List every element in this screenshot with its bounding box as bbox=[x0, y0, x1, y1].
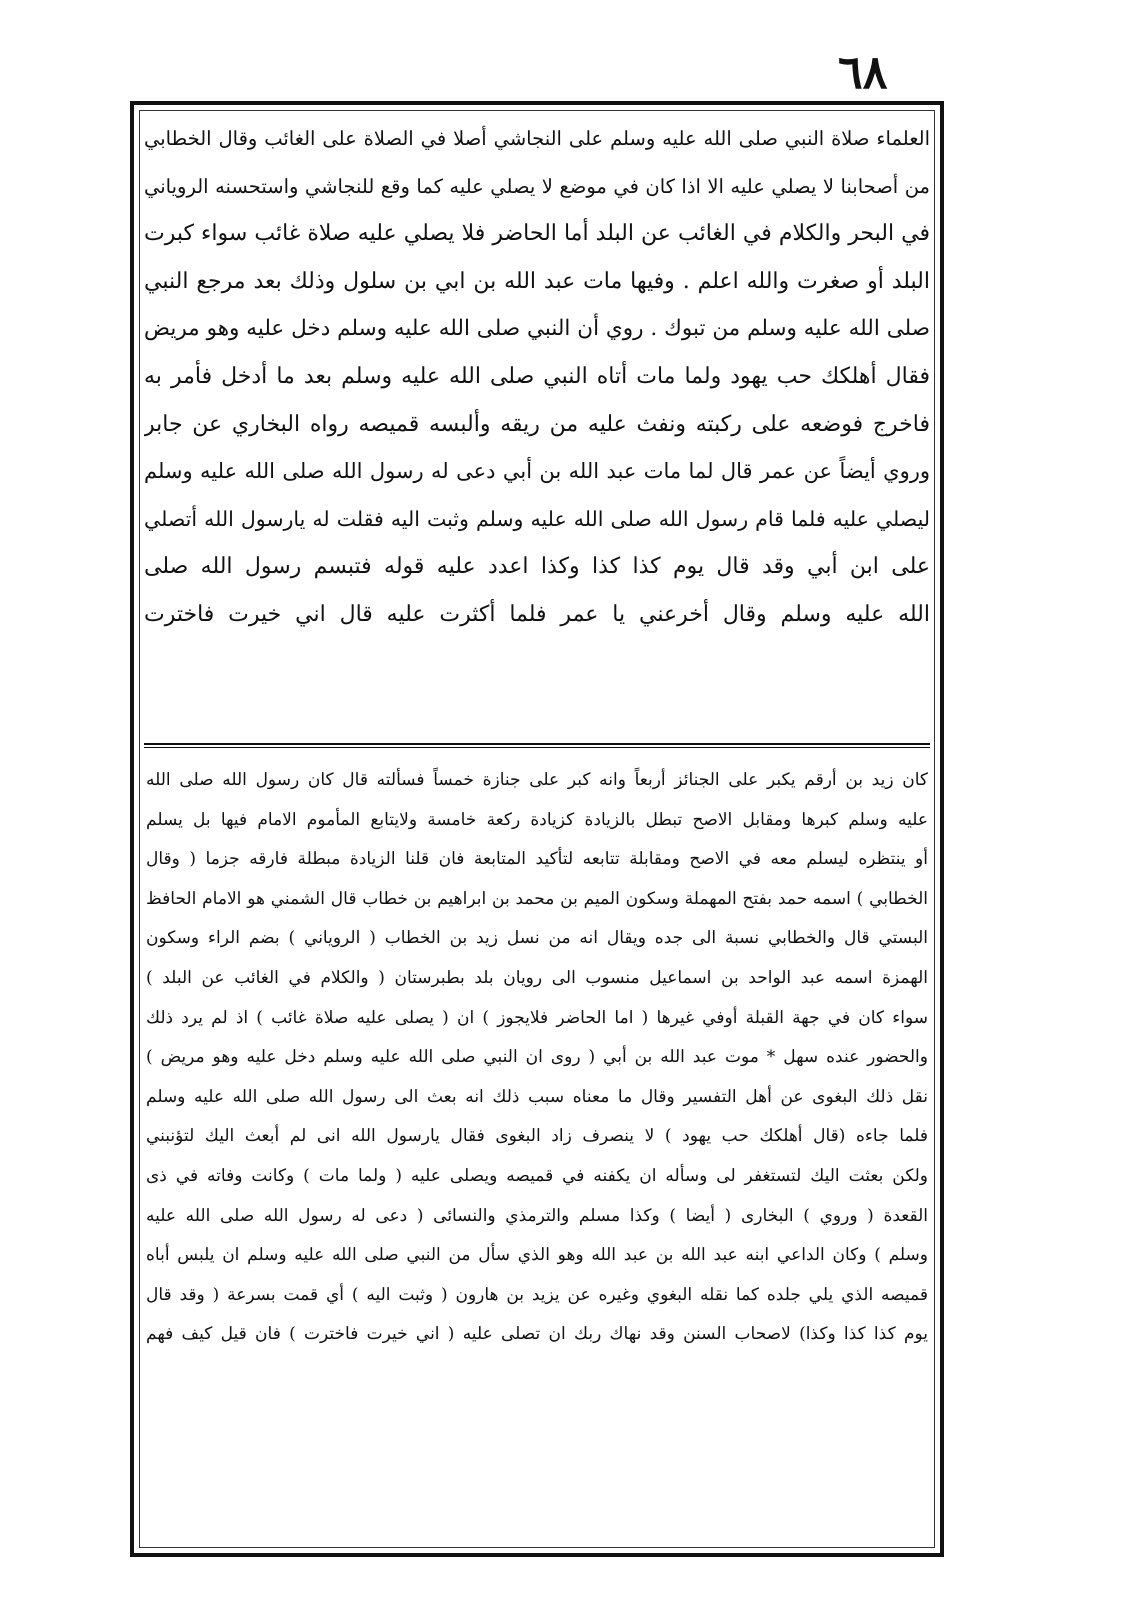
footnote-line: عليه وسلم كبرها ومقابل الاصح تبطل بالزيادة كزيادة ركعة خامسة ولايتابع المأموم الامام فيها بل يسلم bbox=[146, 809, 928, 830]
main-text-line: البلد أو صغرت والله اعلم . وفيها مات عبد الله بن ابي بن سلول وذلك بعد مرجع النبي bbox=[144, 268, 930, 294]
main-text-line: في البحر والكلام في الغائب عن البلد أما الحاضر فلا يصلي عليه صلاة غائب سواء كبرت bbox=[144, 221, 930, 247]
footnote-line: نقل ذلك البغوى عن أهل التفسير وقال ما معناه سبب ذلك انه بعث الى رسول الله صلى الله عليه وسلم bbox=[146, 1086, 928, 1107]
footnote-line: البستي قال والخطابي نسبة الى جده ويقال انه من نسل زيد بن الخطاب ( الروياني ) بضم الراء وسكون bbox=[146, 928, 928, 949]
main-text-line: على ابن أبي وقد قال يوم كذا كذا وكذا اعدد عليه قوله فتبسم رسول الله صلى bbox=[144, 554, 930, 580]
main-text-block bbox=[144, 115, 930, 721]
footnote-line: يوم كذا كذا وكذا) لاصحاب السنن وقد نهاك ربك ان تصلى عليه ( اني خيرت فاخترت ) فان قيل كيف فهم bbox=[146, 1324, 928, 1345]
footnote-line: وسلم ) وكان الداعي ابنه عبد الله بن عبد الله وهو الذي سأل من النبي صلى الله عليه وسلم ان يلبس أباه bbox=[146, 1245, 928, 1266]
footnote-line: أو ينتظره ليسلم معه في الاصح ومقابلة تتابعه لتأكيد المتابعة فان قلنا الزيادة مبطلة فارقه جزما ( وقال bbox=[146, 849, 928, 870]
page-frame bbox=[130, 101, 944, 1557]
footnote-line: الخطابي ) اسمه حمد بفتح المهملة وسكون الميم بن محمد بن ابراهيم بن خطاب قال الشمني هو الامام الحافظ bbox=[146, 888, 928, 909]
footnote-line: الهمزة اسمه عبد الواحد بن اسماعيل منسوب الى رويان بلد بطبرستان ( والكلام في الغائب عن البلد ) bbox=[146, 967, 928, 988]
main-text-line: وروي أيضاً عن عمر قال لما مات عبد الله بن أبي دعى له رسول الله صلى الله عليه وسلم bbox=[144, 459, 930, 484]
footnote-line: القعدة ( وروي ) البخارى ( أيضا ) وكذا مسلم والترمذي والنسائى ( دعى له رسول الله صلى الله عليه bbox=[146, 1205, 928, 1226]
main-text-line: فقال أهلكك حب يهود ولما مات أتاه النبي صلى الله عليه وسلم بعد ما أدخل فأمر به bbox=[144, 363, 930, 389]
main-text-line: صلى الله عليه وسلم من تبوك . روي أن النبي صلى الله عليه وسلم دخل عليه وهو مريض bbox=[144, 316, 930, 342]
main-text-line: من أصحابنا لا يصلي عليه الا اذا كان في موضع لا يصلي عليه كما وقع للنجاشي واستحسنه الروياني bbox=[144, 174, 930, 198]
footnote-line: كان زيد بن أرقم يكبر على الجنائز أربعاً وانه كبر على جنازة خمساً فسألته قال كان رسول الله صلى الله bbox=[146, 770, 928, 790]
footnote-line: سواء كان في جهة القبلة أوفي غيرها ( اما الحاضر فلايجوز ) ان ( يصلى عليه صلاة غائب ) اذ لم يرد ذلك bbox=[146, 1007, 928, 1028]
footnote-block bbox=[146, 761, 928, 1355]
footnote-line: قميصه الذي يلي جلده كما نقله البغوي وغيره عن يزيد بن هارون ( وثبت اليه ) أي قمت بسرعة ( وقد قال bbox=[146, 1284, 928, 1305]
footnote-divider bbox=[144, 743, 930, 745]
main-text-line: ليصلي عليه فلما قام رسول الله صلى الله عليه وسلم وثبت اليه فقلت له يارسول الله أتصلي bbox=[144, 506, 930, 531]
page-number: ٦٨ bbox=[838, 45, 888, 99]
main-text-line: فاخرج فوضعه على ركبته ونفث عليه من ريقه وألبسه قميصه رواه البخاري عن جابر bbox=[144, 411, 930, 437]
main-text-line: العلماء صلاة النبي صلى الله عليه وسلم على النجاشي أصلا في الصلاة على الغائب وقال الخطابي bbox=[144, 127, 930, 150]
footnote-line: ولكن بعثت اليك لتستغفر لى وسأله ان يكفنه في قميصه ويصلى عليه ( ولما مات ) وكانت وفاته في ذى bbox=[146, 1165, 928, 1186]
footnote-line: فلما جاءه (قال أهلكك حب يهود ) لا ينصرف زاد البغوى فقال يارسول الله انى لم أبعث اليك لتؤنبني bbox=[146, 1126, 928, 1147]
footnote-line: والحضور عنده سهل * موت عبد الله بن أبي ( روى ان النبي صلى الله عليه وسلم دخل عليه وهو مريض ) bbox=[146, 1047, 928, 1068]
main-text-line: الله عليه وسلم وقال أخرعني يا عمر فلما أكثرت عليه قال اني خيرت فاخترت bbox=[144, 601, 930, 627]
